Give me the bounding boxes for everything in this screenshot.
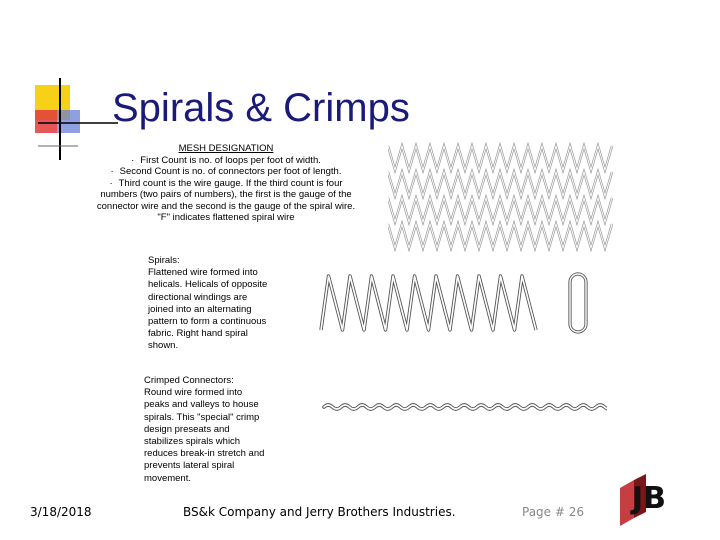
spirals-description: Spirals: Flattened wire formed into helicals. Helicals of opposite directional windings are joined into an alternating pattern to form a continuous fabric. Right hand spiral shown. (148, 255, 268, 352)
mesh-line: connector wire and the second is the gauge of the spiral wire. (96, 200, 356, 212)
mesh-line: · First Count is no. of loops per foot of width. (131, 154, 321, 166)
mesh-line: · Third count is the wire gauge. If the third count is four (109, 177, 343, 189)
footer-company: BS&k Company and Jerry Brothers Industries. (183, 505, 456, 519)
deco-red-square (35, 110, 57, 133)
mesh-designation-block (80, 143, 372, 224)
mesh-line: · Second Count is no. of connectors per foot of length. (110, 166, 342, 177)
spiral-helix (321, 276, 536, 330)
jb-logo (612, 470, 676, 530)
mesh-line: "F" indicates flattened spiral wire (157, 212, 295, 223)
spiral-end-loop-inner (570, 274, 586, 332)
footer-date: 3/18/2018 (30, 505, 92, 519)
slide-title: Spirals & Crimps (112, 86, 410, 130)
footer-page-number: Page # 26 (522, 505, 585, 519)
logo-text: JB (632, 481, 667, 516)
mesh-line: numbers (two pairs of numbers), the first is the gauge of the (100, 189, 352, 200)
spiral-end-loop (570, 274, 586, 332)
mesh-heading: MESH DESIGNATION (178, 143, 274, 154)
mesh-illustration (388, 142, 620, 252)
spiral-illustration (315, 268, 605, 340)
crimped-description: Crimped Connectors: Round wire formed into peaks and valleys to house spirals. This "special" crimp design preseats and stabilizes spirals which reduces break-in stretch and prevents lateral spiral movement. (144, 375, 265, 484)
crimp-illustration (322, 396, 607, 418)
